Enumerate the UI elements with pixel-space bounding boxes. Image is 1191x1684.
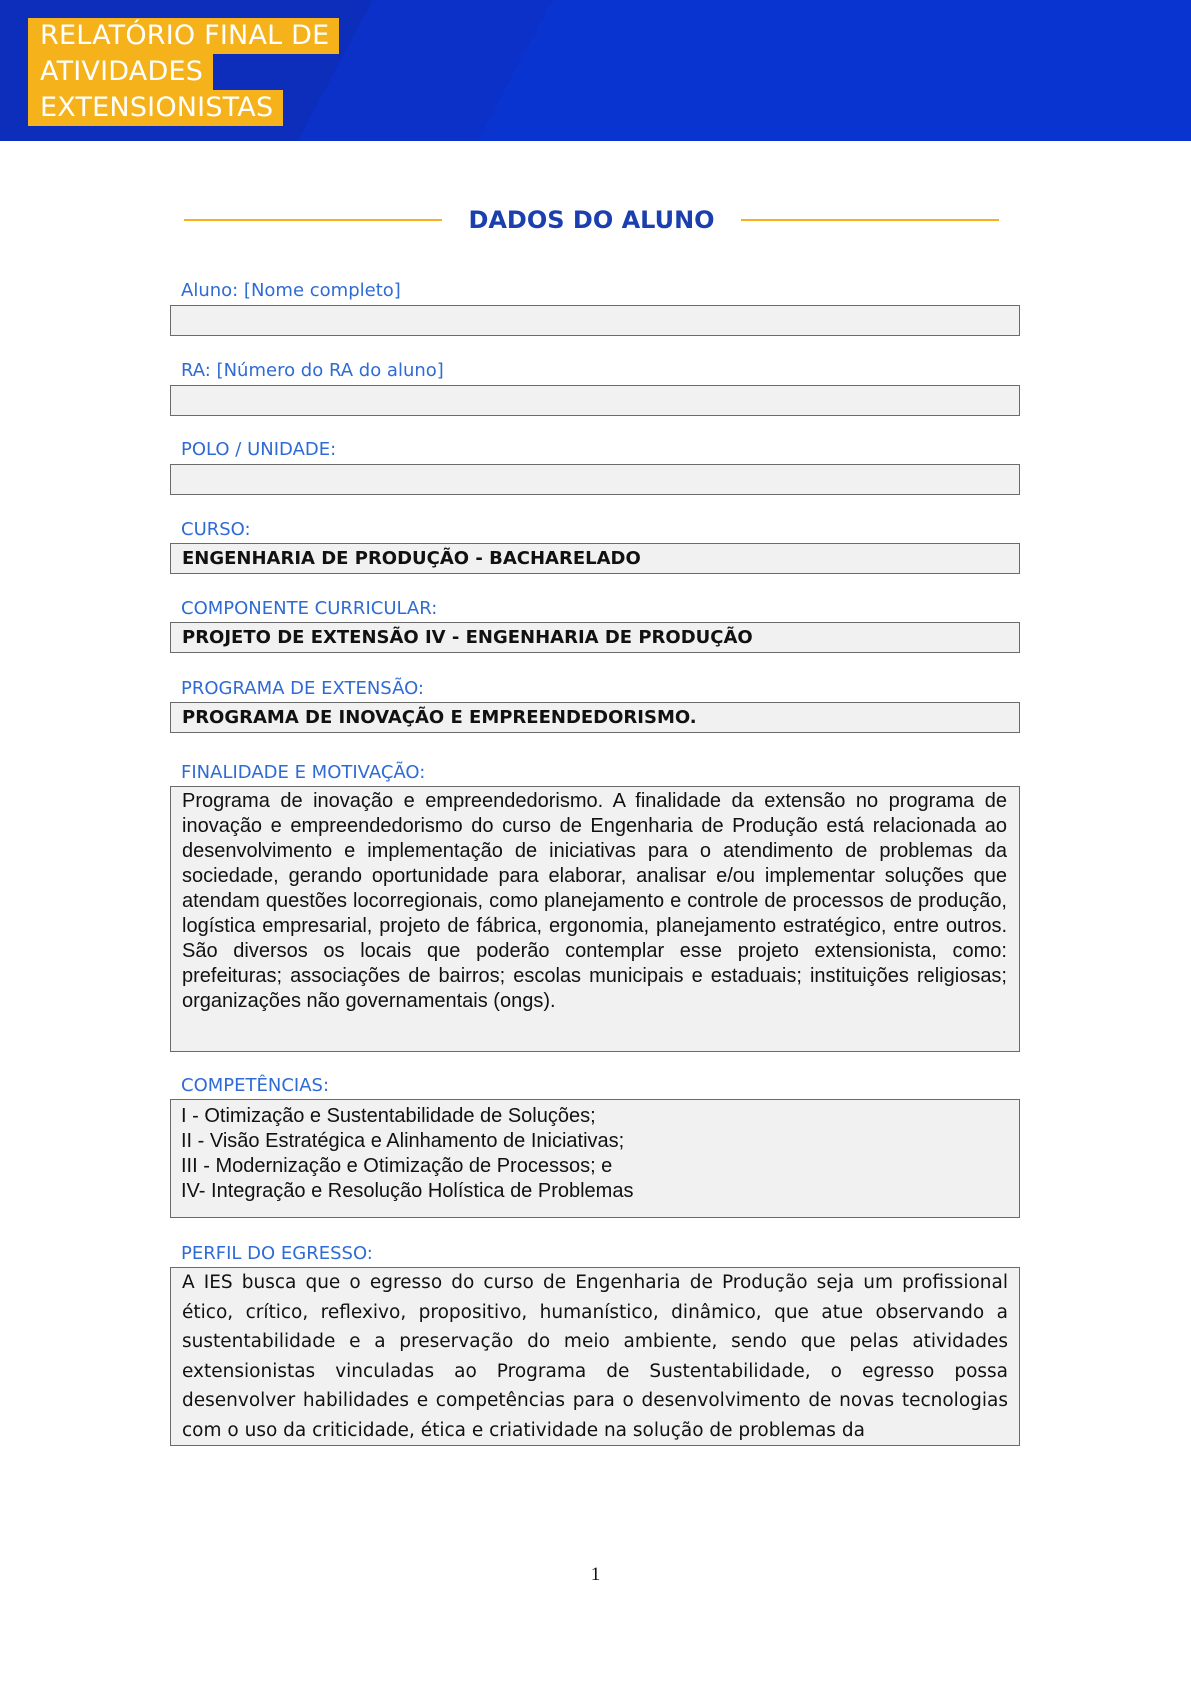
aluno-label: Aluno: [Nome completo]	[181, 280, 401, 301]
perfil-label: PERFIL DO EGRESSO:	[181, 1243, 373, 1264]
heading-rule-left	[184, 219, 442, 221]
ra-field[interactable]	[170, 385, 1020, 416]
programa-label: PROGRAMA DE EXTENSÃO:	[181, 678, 424, 699]
header-banner	[0, 0, 1191, 141]
polo-label: POLO / UNIDADE:	[181, 439, 337, 460]
polo-field[interactable]	[170, 464, 1020, 495]
finalidade-field[interactable]: Programa de inovação e empreendedorismo. A finalidade da extensão no programa de inovação e empreendedorismo do curso de Engenharia de Produção está relacionada ao desenvolvimento e implementação de iniciativas para o atendimento de problemas da sociedade, gerando oportunidade para elaborar, analisar e/ou implementar soluções que atendam questões locorregionais, como planejamento e controle de processos de produção, logística empresarial, projeto de fábrica, ergonomia, planejamento estratégico, entre outros. São diversos os locais que poderão contemplar esse projeto extensionista, como: prefeituras; associações de bairros; escolas municipais e estaduais; instituições religiosas; organizações não governamentais (ongs).	[170, 786, 1020, 1052]
programa-field[interactable]: PROGRAMA DE INOVAÇÃO E EMPREENDEDORISMO.	[170, 702, 1020, 733]
section-title: DADOS DO ALUNO	[468, 206, 715, 234]
page-number: 1	[590, 1564, 601, 1585]
banner-title-line-1: RELATÓRIO FINAL DE	[28, 18, 339, 54]
perfil-field[interactable]: A IES busca que o egresso do curso de Engenharia de Produção seja um profissional ético, crítico, reflexivo, propositivo, humanístico, dinâmico, que atue observando a sustentabilidade e a preservação do meio ambiente, sendo que pelas atividades extensionistas vinculadas ao Programa de Sustentabilidade, o egresso possa desenvolver habilidades e competências para o desenvolvimento de novas tecnologias com o uso da criticidade, ética e criatividade na solução de problemas da	[170, 1267, 1020, 1446]
ra-label: RA: [Número do RA do aluno]	[181, 360, 444, 381]
competencia-item: II - Visão Estratégica e Alinhamento de Iniciativas;	[181, 1130, 625, 1152]
aluno-field[interactable]	[170, 305, 1020, 336]
competencia-item: IV- Integração e Resolução Holística de Problemas	[181, 1180, 634, 1202]
curso-field[interactable]: ENGENHARIA DE PRODUÇÃO - BACHARELADO	[170, 543, 1020, 574]
heading-rule-right	[741, 219, 999, 221]
competencias-label: COMPETÊNCIAS:	[181, 1075, 330, 1096]
curso-label: CURSO:	[181, 519, 251, 540]
banner-title-line-2: ATIVIDADES	[28, 54, 213, 90]
section-heading	[184, 200, 999, 240]
componente-field[interactable]: PROJETO DE EXTENSÃO IV - ENGENHARIA DE PRODUÇÃO	[170, 622, 1020, 653]
finalidade-label: FINALIDADE E MOTIVAÇÃO:	[181, 762, 426, 783]
competencias-field[interactable]	[170, 1099, 1020, 1218]
competencia-item: I - Otimização e Sustentabilidade de Soluções;	[181, 1105, 596, 1127]
competencia-item: III - Modernização e Otimização de Processos; e	[181, 1155, 613, 1177]
componente-label: COMPONENTE CURRICULAR:	[181, 598, 438, 619]
banner-title-line-3: EXTENSIONISTAS	[28, 90, 283, 126]
